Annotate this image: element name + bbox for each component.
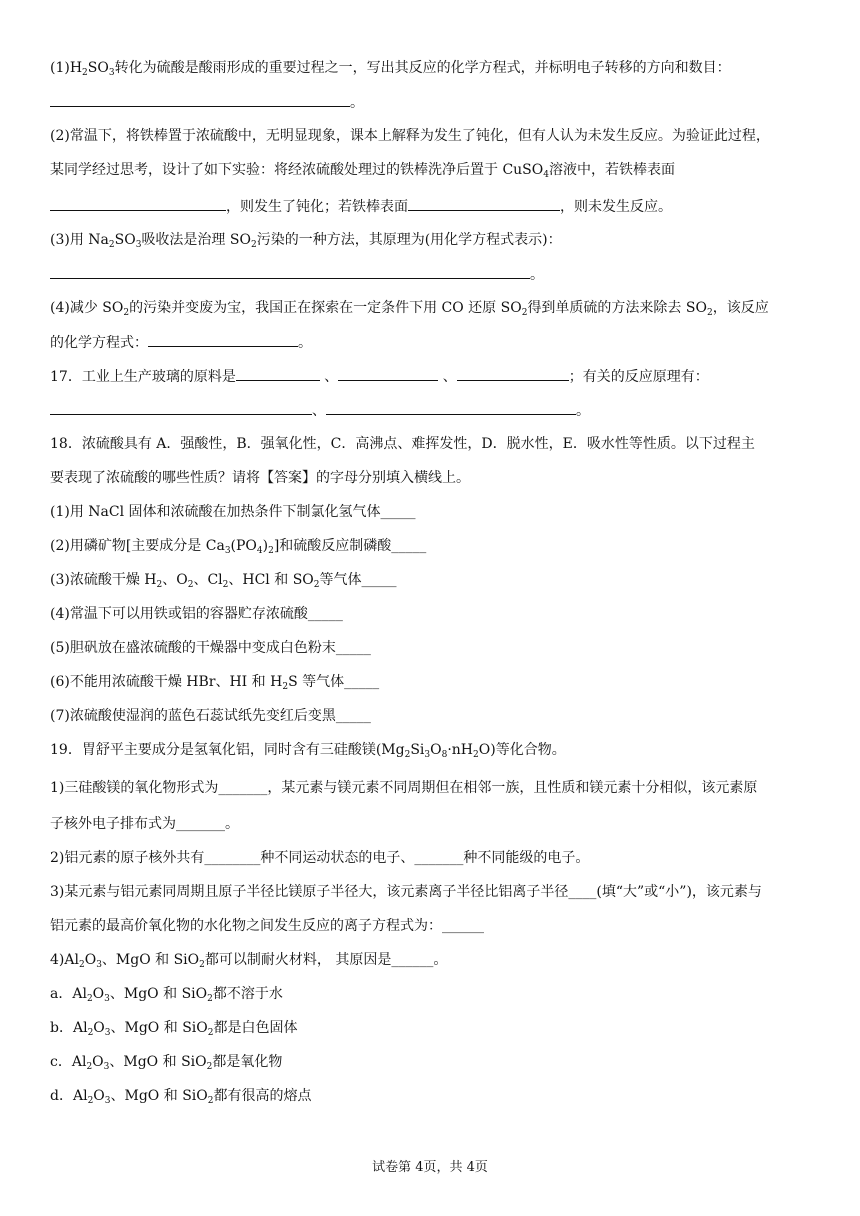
answer-blank[interactable] [457, 366, 569, 381]
q16-part3: (3)用 $Na_2SO_3$吸收法是治理 $SO_2$污染的一种方法，其原理为(用化学方程式表示)： [50, 232, 562, 250]
q19-option-a[interactable]: a．$Al_2O_3$、MgO 和 SiO$_2$都不溶于水 [50, 986, 283, 1004]
q19-option-c[interactable]: c．$Al_2O_3$、MgO 和 SiO$_2$都是氧化物 [50, 1054, 283, 1072]
q19-option-b[interactable]: b．$Al_2O_3$、MgO 和 SiO$_2$都是白色固体 [50, 1020, 298, 1038]
q19-s4: $4)Al_2O_3$、MgO 和 SiO$_2$都可以制耐火材料， 其原因是______。 [50, 952, 448, 970]
q18-item-4: (4)常温下可以用铁或铝的容器贮存浓硫酸_____ [50, 606, 343, 622]
q19-s2: 2)铝元素的原子核外共有________种不同运动状态的电子、_______种不同能级的电子。 [50, 850, 590, 866]
q19-option-d[interactable]: d．$Al_2O_3$、MgO 和 SiO$_2$都有很高的熔点 [50, 1088, 312, 1106]
answer-blank[interactable] [50, 400, 312, 415]
q18-intro-2: 要表现了浓硫酸的哪些性质？请将【答案】的字母分别填入横线上。 [50, 470, 470, 486]
q16-part4: (4)减少 $SO_2$的污染并变废为宝，我国正在探索在一定条件下用 CO 还原 $SO_2$得到单质硫的方法来除去 $SO_2$，该反应 [50, 300, 769, 318]
q19-s1-line1: 1)三硅酸镁的氧化物形式为_______，某元素与镁元素不同周期但在相邻一族，且性质和镁元素十分相似，该元素原 [50, 780, 758, 796]
answer-blank[interactable] [50, 92, 350, 107]
q16-part2-line2: 某同学经过思考，设计了如下实验：将经浓硫酸处理过的铁棒洗净后置于 CuSO$_4$溶液中，若铁棒表面 [50, 162, 675, 180]
q16-part4-line2: 的化学方程式： 。 [50, 332, 312, 353]
q16-part2-line3: ，则发生了钝化；若铁棒表面 ，则未发生反应。 [50, 196, 672, 217]
q18-item-5: (5)胆矾放在盛浓硫酸的干燥器中变成白色粉末_____ [50, 640, 371, 656]
q16-part2-line1: (2)常温下，将铁棒置于浓硫酸中，无明显现象，课本上解释为发生了钝化，但有人认为未发生反应。为验证此过程， [50, 128, 770, 144]
q18-item-3: (3)浓硫酸干燥 $H_2$、$O_2$、$Cl_2$、HCl 和 $SO_2$等气体_____ [50, 572, 397, 590]
answer-blank[interactable] [338, 366, 438, 381]
answer-blank[interactable] [236, 366, 320, 381]
q16-part3-answer-line: 。 [50, 264, 544, 285]
page-footer: 试卷第 4页，共 4页 [372, 1160, 488, 1175]
q19-s3-line2: 铝元素的最高价氧化物的水化物之间发生反应的离子方程式为：______ [50, 918, 484, 934]
answer-blank[interactable] [50, 196, 226, 211]
q18-item-6: (6)不能用浓硫酸干燥 HBr、HI 和 $H_2S$ 等气体_____ [50, 674, 380, 692]
q18-item-7: (7)浓硫酸使湿润的蓝色石蕊试纸先变红后变黑_____ [50, 708, 371, 724]
q17-line1: 17．工业上生产玻璃的原料是 、 、 ；有关的反应原理有： [50, 366, 709, 387]
q16-part1: $(1)H_2SO_3$转化为硫酸是酸雨形成的重要过程之一，写出其反应的化学方程式，并标明电子转移的方向和数目： [50, 60, 731, 78]
q18-intro-1: 18．浓硫酸具有 A．强酸性，B．强氧化性，C．高沸点、难挥发性，D．脱水性，E．吸水性等性质。以下过程主 [50, 436, 755, 452]
q17-line2: 、 。 [50, 400, 590, 421]
formula-trisilicate: $Mg_2Si_3O_8\cdot nH_2O$ [381, 742, 491, 760]
q19-s3-line1: 3)某元素与铝元素同周期且原子半径比镁原子半径大，该元素离子半径比铝离子半径____(填“大”或“小”)，该元素与 [50, 884, 762, 900]
answer-blank[interactable] [50, 264, 530, 279]
q16-part1-answer-line: 。 [50, 92, 364, 113]
q19-intro: 19．胃舒平主要成分是氢氧化铝，同时含有三硅酸镁$(Mg_2Si_3O_8\cdot nH_2O)$等化合物。 [50, 742, 566, 760]
q18-item-1: (1)用 NaCl 固体和浓硫酸在加热条件下制氯化氢气体_____ [50, 504, 416, 520]
q18-item-2: (2)用磷矿物[主要成分是 $Ca_3(PO_4)_2$]和硫酸反应制磷酸_____ [50, 538, 427, 556]
answer-blank[interactable] [148, 332, 298, 347]
answer-blank[interactable] [326, 400, 576, 415]
answer-blank[interactable] [408, 196, 560, 211]
q19-s1-line2: 子核外电子排布式为_______。 [50, 816, 239, 832]
